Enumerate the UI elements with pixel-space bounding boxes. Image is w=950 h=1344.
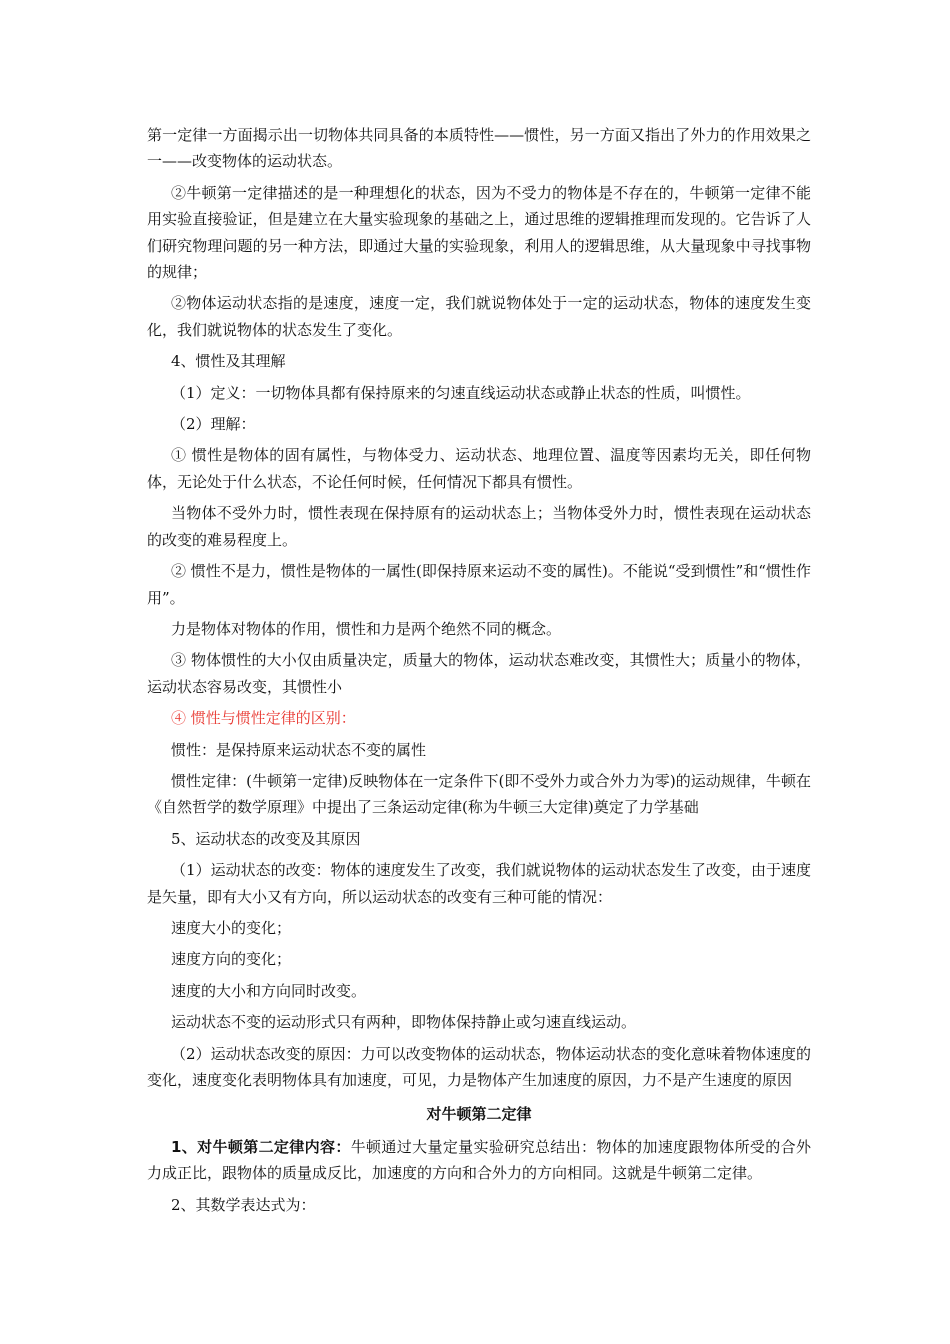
- paragraph: 当物体不受外力时，惯性表现在保持原有的运动状态上；当物体受外力时，惯性表现在运动状态的改变的难易程度上。: [147, 504, 811, 549]
- paragraph: 惯性定律：(牛顿第一定律)反映物体在一定条件下(即不受外力或合外力为零)的运动规律，牛顿在《自然哲学的数学原理》中提出了三条运动定律(称为牛顿三大定律)奠定了力学基础: [147, 771, 811, 817]
- paragraph: ③ 物体惯性的大小仅由质量决定，质量大的物体，运动状态难改变，其惯性大；质量小的物体，运动状态容易改变，其惯性小: [147, 651, 811, 696]
- paragraph: （2）理解：: [171, 415, 256, 434]
- list-item: 速度方向的变化；: [171, 950, 292, 969]
- paragraph: ② 惯性不是力，惯性是物体的一属性(即保持原来运动不变的属性)。不能说“受到惯性”和“惯性作用”。: [147, 562, 811, 607]
- list-item: 速度大小的变化；: [171, 918, 292, 937]
- highlighted-subheading: ④ 惯性与惯性定律的区别：: [171, 709, 356, 728]
- page-title: 对牛顿第二定律: [426, 1105, 532, 1124]
- paragraph-text: 牛顿通过大量定量实验研究总结出：物体的加速度跟物体所受的合外力成正比，跟物体的质量成反比，加速度的方向和合外力的方向相同。这就是牛顿第二定律。: [147, 1137, 811, 1183]
- paragraph: 惯性：是保持原来运动状态不变的属性: [171, 740, 427, 759]
- paragraph: ① 惯性是物体的固有属性，与物体受力、运动状态、地理位置、温度等因素均无关，即任何物体，无论处于什么状态，不论任何时候，任何情况下都具有惯性。: [147, 446, 811, 491]
- section-heading: 4、惯性及其理解: [171, 352, 286, 371]
- paragraph: ②牛顿第一定律描述的是一种理想化的状态，因为不受力的物体是不存在的，牛顿第一定律不能用实验直接验证，但是建立在大量实验现象的基础之上，通过思维的逻辑推理而发现的。它告诉了人们研究物理问题的另一种方法，即通过大量的实验现象，利用人的逻辑思维，从大量现象中寻找事物的规律；: [147, 183, 811, 282]
- section-heading: 2、其数学表达式为：: [171, 1195, 316, 1214]
- paragraph: （2）运动状态改变的原因：力可以改变物体的运动状态，物体运动状态的变化意味着物体速度的变化，速度变化表明物体具有加速度，可见，力是物体产生加速度的原因，力不是产生速度的原因: [147, 1044, 811, 1089]
- paragraph: 第一定律一方面揭示出一切物体共同具备的本质特性——惯性，另一方面又指出了外力的作用效果之一——改变物体的运动状态。: [147, 126, 811, 171]
- paragraph: ②物体运动状态指的是速度，速度一定，我们就说物体处于一定的运动状态，物体的速度发生变化，我们就说物体的状态发生了变化。: [147, 294, 811, 339]
- list-item: 速度的大小和方向同时改变。: [171, 981, 367, 1000]
- paragraph: 力是物体对物体的作用，惯性和力是两个绝然不同的概念。: [171, 619, 562, 638]
- paragraph: （1）运动状态的改变：物体的速度发生了改变，我们就说物体的运动状态发生了改变，由于速度是矢量，即有大小又有方向，所以运动状态的改变有三种可能的情况：: [147, 861, 811, 906]
- section-heading: 5、运动状态的改变及其原因: [171, 829, 361, 848]
- paragraph: 运动状态不变的运动形式只有两种，即物体保持静止或匀速直线运动。: [171, 1013, 637, 1032]
- paragraph: （1）定义：一切物体具都有保持原来的匀速直线运动状态或静止状态的性质，叫惯性。: [171, 383, 751, 402]
- document-body: [147, 122, 811, 1223]
- paragraph: [147, 1134, 811, 1187]
- bold-lead: 1、对牛顿第二定律内容：: [171, 1137, 351, 1156]
